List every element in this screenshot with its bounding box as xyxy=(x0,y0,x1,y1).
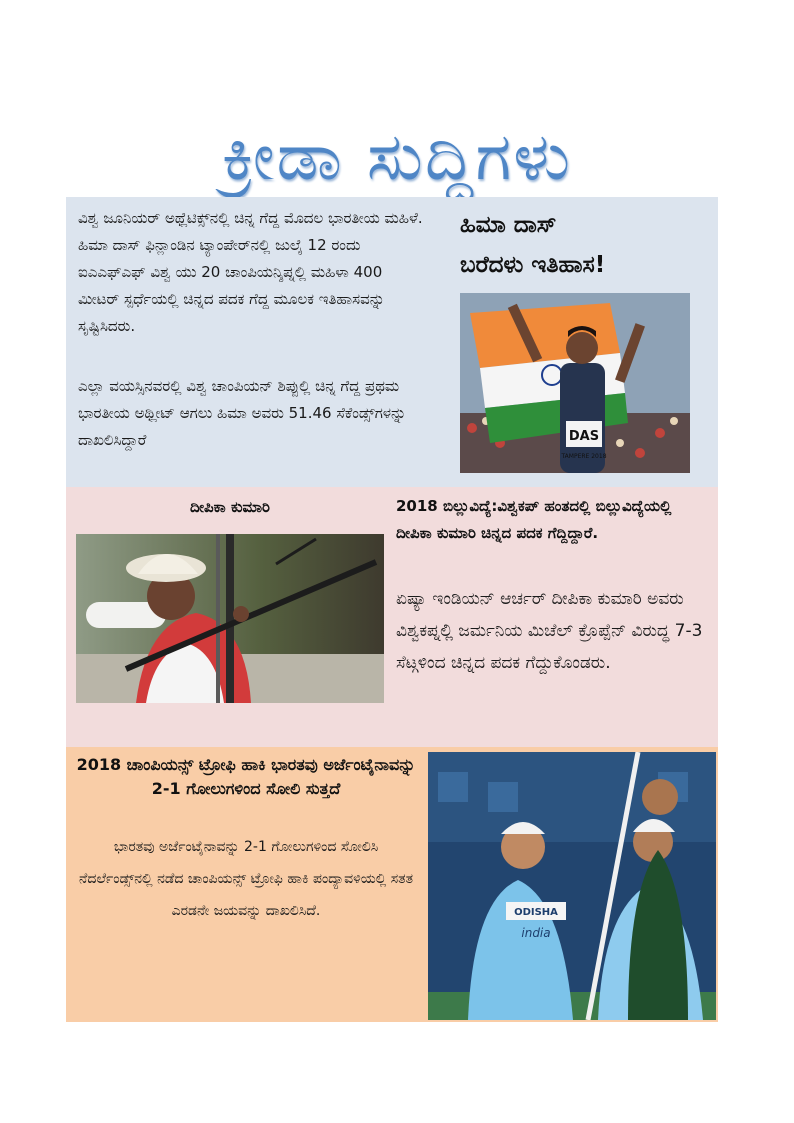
hima-headline-line2: ಬರೆದಳು ಇತಿಹಾಸ! xyxy=(460,252,606,278)
page-title: ಕ್ರೀಡಾ ಸುದ್ದಿಗಳು xyxy=(221,118,573,195)
hima-headline-line1: ಹಿಮಾ ದಾಸ್ xyxy=(460,212,557,238)
hima-das-section xyxy=(66,197,718,487)
hima-headline xyxy=(460,205,710,285)
hockey-section xyxy=(66,747,718,1022)
deepika-name-heading: ದೀಪಿಕಾ ಕುಮಾರಿ xyxy=(190,498,270,516)
hockey-jersey-text-2: india xyxy=(521,926,551,940)
hockey-jersey-text-1: ODISHA xyxy=(514,907,558,918)
hima-das-photo xyxy=(460,293,690,473)
deepika-kumari-section xyxy=(66,487,718,747)
deepika-body-text: ಏಷ್ಯಾ ಇಂಡಿಯನ್ ಆರ್ಚರ್ ದೀಪಿಕಾ ಕುಮಾರಿ ಅವರು ವಿಶ್ವಕಪ್ನಲ್ಲಿ ಜರ್ಮನಿಯ ಮಿಚೆಲ್ ಕ್ರೊಪ್ಪೆನ್ ವಿರುದ್ಧ 7-3 ಸೆಟ್ಗಳಿಂದ ಚಿನ್ನದ ಪದಕ ಗೆದ್ದುಕೊಂಡರು. xyxy=(396,589,703,673)
hima-bib-text: DAS xyxy=(568,429,600,444)
hima-bib-subtext: TAMPERE 2018 xyxy=(561,453,607,460)
deepika-headline: 2018 ಬಿಲ್ಲುವಿದ್ಯೆ:ವಿಶ್ವಕಪ್ ಹಂತದಲ್ಲಿ ಬಿಲ್ಲುವಿದ್ಯೆಯಲ್ಲಿ ದೀಪಿಕಾ ಕುಮಾರಿ ಚಿನ್ನದ ಪದಕ ಗೆದ್ದಿದ್ದಾರೆ. xyxy=(396,497,672,542)
hima-paragraph-2: ಎಲ್ಲಾ ವಯಸ್ಸಿನವರಲ್ಲಿ ವಿಶ್ವ ಚಾಂಪಿಯನ್ ಶಿಪ್ಪುಲ್ಲಿ ಚಿನ್ನ ಗೆದ್ದ ಪ್ರಥಮ ಭಾರತೀಯ ಅಥ್ಲೀಟ್ ಆಗಲು ಹಿಮಾ ಅವರು 51.46 ಸೆಕೆಂಡ್ಸ್‌ಗಳನ್ನು ದಾಖಲಿಸಿದ್ದಾರೆ xyxy=(78,377,407,449)
hockey-body-text: ಭಾರತವು ಅರ್ಜೆಂಟೈನಾವನ್ನು 2-1 ಗೋಲುಗಳಿಂದ ಸೋಲಿಸಿ ನೆದರ್ಲೆಂಡ್ಸ್‌ನಲ್ಲಿ ನಡೆದ ಚಾಂಪಿಯನ್ಸ್ ಟ್ರೋಫಿ ಹಾಕಿ ಪಂದ್ಯಾವಳಿಯಲ್ಲಿ ಸತತ ಎರಡನೇ ಜಯವನ್ನು ದಾಖಲಿಸಿದೆ. xyxy=(78,839,414,919)
hockey-headline: 2018 ಚಾಂಪಿಯನ್ಸ್ ಟ್ರೋಫಿ ಹಾಕಿ ಭಾರತವು ಅರ್ಜೆಂಟೈನಾವನ್ನು 2-1 ಗೋಲುಗಳಿಂದ ಸೋಲಿ ಸುತ್ತದೆ xyxy=(76,755,416,798)
deepika-kumari-photo xyxy=(76,534,384,703)
hockey-team-photo xyxy=(428,752,716,1020)
hima-paragraph-1: ವಿಶ್ವ ಜೂನಿಯರ್ ಅಥ್ಲೆಟಿಕ್ಸ್‌ನಲ್ಲಿ ಚಿನ್ನ ಗೆದ್ದ ಮೊದಲ ಭಾರತೀಯ ಮಹಿಳೆ. ಹಿಮಾ ದಾಸ್ ಫಿನ್ಲಾಂಡಿನ ಟ್ಯಾಂಪೇರ್‌ನಲ್ಲಿ ಜುಲೈ 12 ರಂದು ಐಎಎಫ್‌ಎಫ್ ವಿಶ್ವ ಯು 20 ಚಾಂಪಿಯನ್ಶಿಪ್ನಲ್ಲಿ ಮಹಿಳಾ 400 ಮೀಟರ್ ಸ್ಪರ್ಧೆಯಲ್ಲಿ ಚಿನ್ನದ ಪದಕ ಗೆದ್ದ ಮೂಲಕ ಇತಿಹಾಸವನ್ನು ಸೃಷ್ಟಿಸಿದರು. xyxy=(78,209,423,335)
